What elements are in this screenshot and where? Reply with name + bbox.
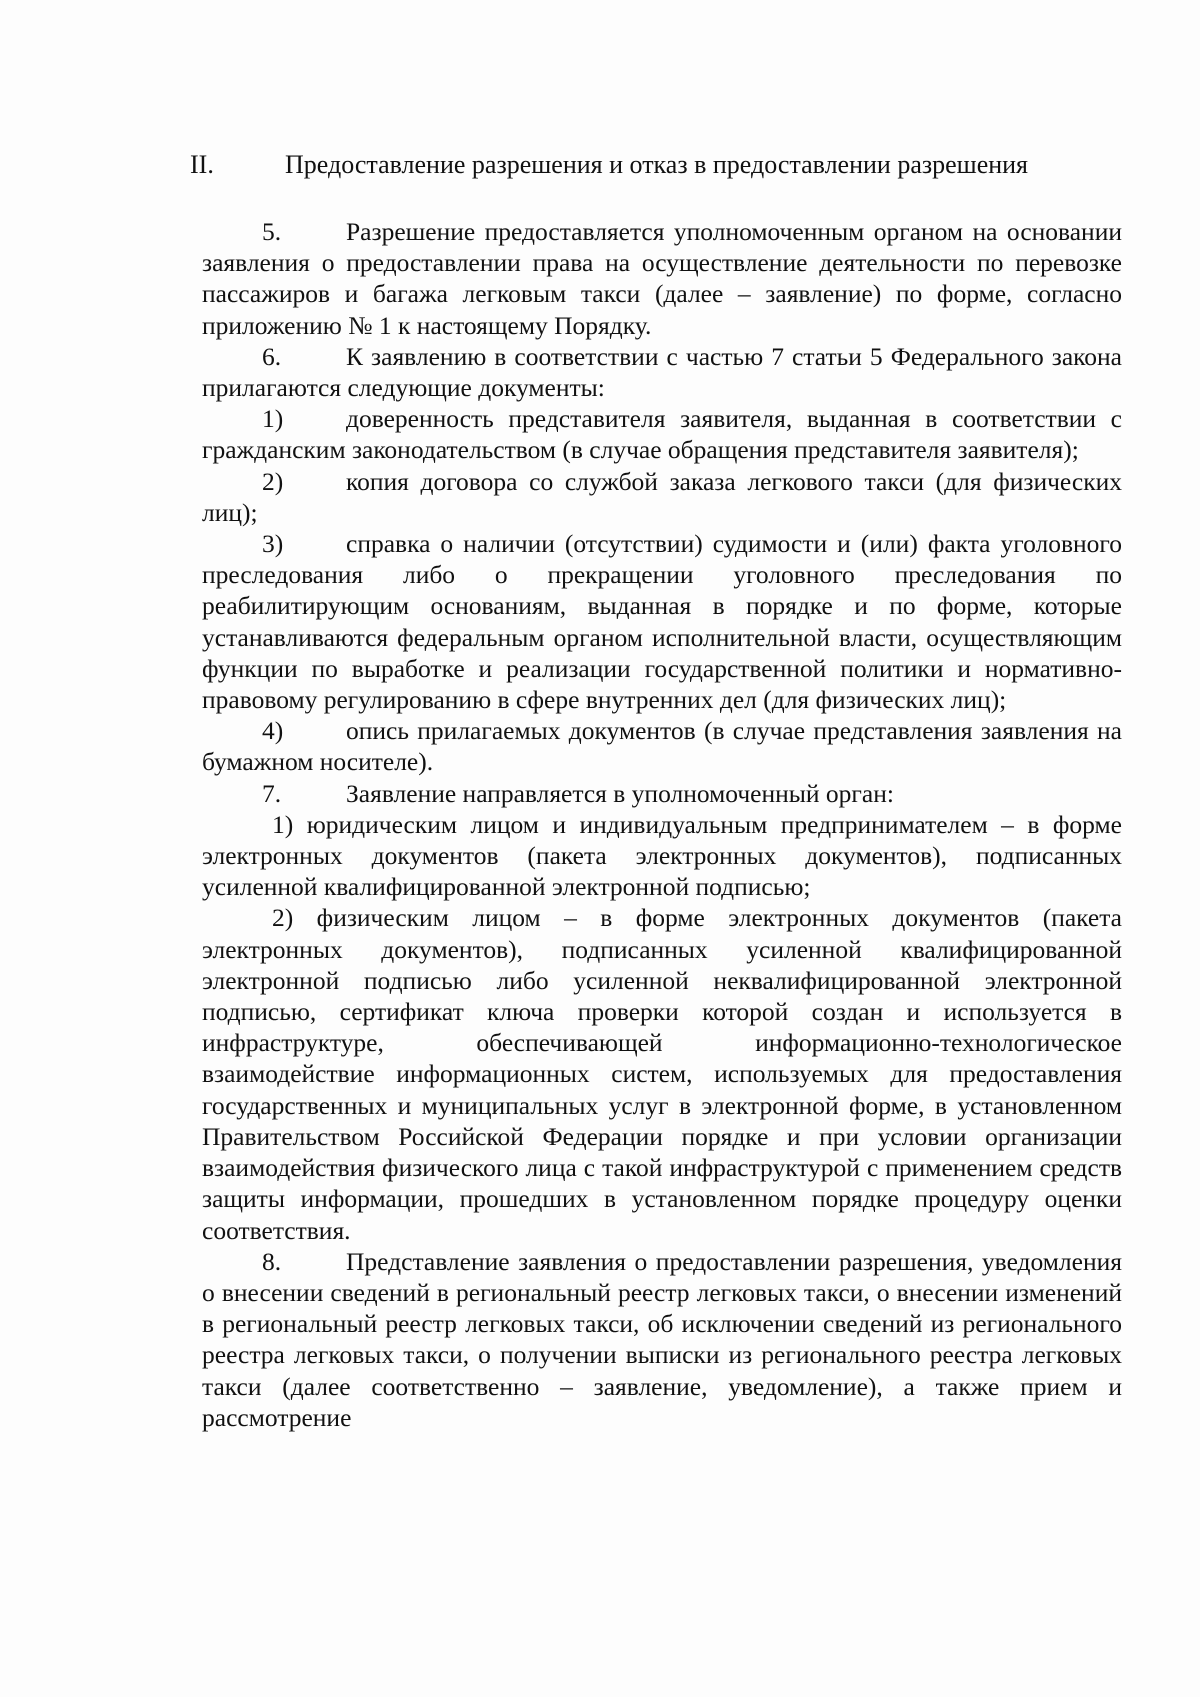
list-item <box>202 466 1122 528</box>
paragraph-text: Представление заявления о предоставлении разрешения, уведомления о внесении сведений в региональный реестр легковых такси, о внесении изменений в региональный реестр легковых такси, об исключении сведений из регионального реестра легковых такси, о получении выписки из регионального реестра легковых такси (далее соответственно – заявление, уведомление), а также прием и рассмотрение <box>202 1246 1122 1432</box>
list-item-number: 1) <box>262 404 284 434</box>
list-item-text: доверенность представителя заявителя, выданная в соответствии с гражданским законодательством (в случае обращения представителя заявителя); <box>202 404 1122 465</box>
list-item-text: 2) физическим лицом – в форме электронных документов (пакета электронных документов), подписанных усиленной квалифицированной электронной подписью либо усиленной неквалифицированной электронной подписью, сертификат ключа проверки которой создан и используется в инфраструктуре, обеспечивающей информационно-технологическое взаимодействие информационных систем, используемых для предоставления государственных и муниципальных услуг в электронной форме, в установленном Правительством Российской Федерации порядке и при условии организации взаимодействия физического лица с такой инфраструктурой с применением средств защиты информации, прошедших в установленном порядке процедуру оценки соответствия. <box>202 903 1122 1245</box>
paragraph-number: 6. <box>262 341 282 371</box>
list-item <box>202 403 1122 465</box>
list-item <box>202 715 1122 777</box>
list-item <box>202 528 1122 715</box>
list-item-number: 2) <box>262 466 284 496</box>
list-item-number: 3) <box>262 529 284 559</box>
section-title: Предоставление разрешения и отказ в предоставлении разрешения <box>285 150 1029 179</box>
paragraph-7 <box>202 778 1122 809</box>
section-number: II. <box>190 150 214 179</box>
paragraph-5 <box>202 216 1122 341</box>
paragraph-text: Заявление направляется в уполномоченный орган: <box>346 778 894 808</box>
paragraph-text: К заявлению в соответствии с частью 7 статьи 5 Федерального закона прилагаются следующие документы: <box>202 341 1122 403</box>
paragraph-8 <box>202 1246 1122 1433</box>
paragraph-number: 8. <box>262 1246 282 1276</box>
paragraph-text: Разрешение предоставляется уполномоченным органом на основании заявления о предоставлении права на осуществление деятельности по перевозке пассажиров и багажа легковым такси (далее – заявление) по форме, согласно приложению № 1 к настоящему Порядку. <box>202 217 1122 340</box>
list-item-text: копия договора со службой заказа легкового такси (для физических лиц); <box>202 466 1122 527</box>
list-item <box>202 809 1122 903</box>
section-heading <box>190 148 1110 182</box>
list-item-text: справка о наличии (отсутствии) судимости и (или) факта уголовного преследования либо о прекращении уголовного преследования по реабилитирующим основаниям, выданная в порядке и по форме, которые устанавливаются федеральным органом исполнительной власти, осуществляющим функции по выработке и реализации государственной политики и нормативно-правовому регулированию в сфере внутренних дел (для физических лиц); <box>202 529 1122 715</box>
paragraph-number: 5. <box>262 217 282 246</box>
list-item-number: 4) <box>262 716 284 746</box>
list-item-text: 1) юридическим лицом и индивидуальным предпринимателем – в форме электронных документов (пакета электронных документов), подписанных усиленной квалифицированной электронной подписью; <box>202 809 1122 902</box>
paragraph-number: 7. <box>262 778 282 808</box>
paragraph-6 <box>202 341 1122 403</box>
list-item <box>202 902 1122 1245</box>
list-item-text: опись прилагаемых документов (в случае представления заявления на бумажном носителе). <box>202 716 1122 777</box>
document-body <box>202 216 1122 1433</box>
